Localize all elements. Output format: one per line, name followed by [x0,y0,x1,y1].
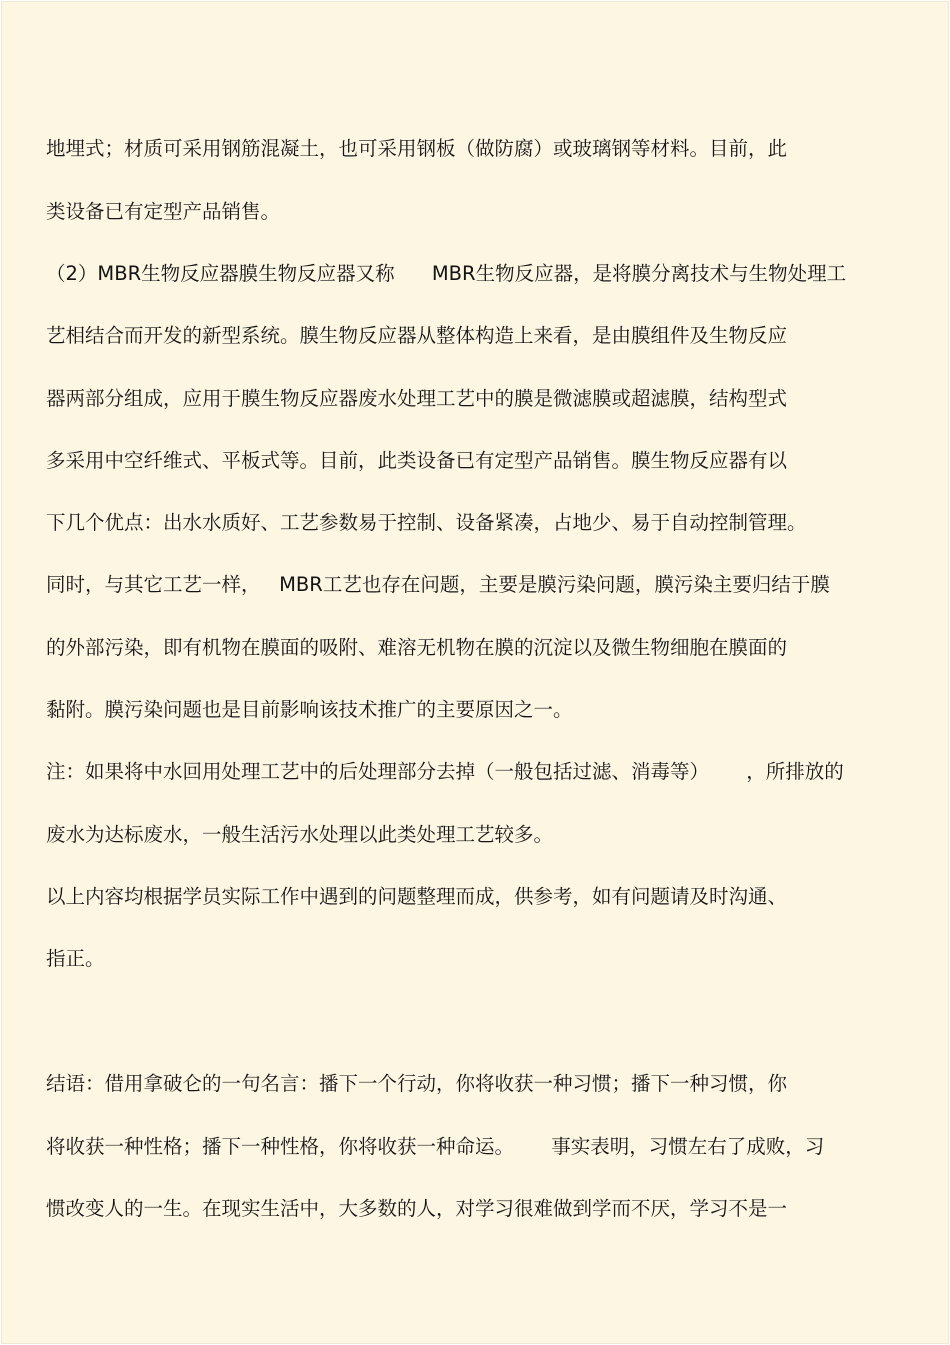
text-line: 注：如果将中水回用处理工艺中的后处理部分去掉（一般包括过滤、消毒等） ，所排放的 [46,760,844,783]
text-line: 废水为达标废水，一般生活污水处理以此类处理工艺较多。 [46,823,554,846]
text-line: 器两部分组成，应用于膜生物反应器废水处理工艺中的膜是微滤膜或超滤膜，结构型式 [46,387,788,410]
text-line: 结语：借用拿破仑的一句名言：播下一个行动，你将收获一种习惯；播下一种习惯，你 [46,1072,788,1095]
text-line: 将收获一种性格；播下一种性格，你将收获一种命运。 事实表明，习惯左右了成败，习 [46,1135,825,1158]
text-line: 地埋式；材质可采用钢筋混凝土，也可采用钢板（做防腐）或玻璃钢等材料。目前，此 [46,137,788,160]
text-line: 惯改变人的一生。在现实生活中，大多数的人，对学习很难做到学而不厌，学习不是一 [46,1197,788,1220]
text-line: 多采用中空纤维式、平板式等。目前，此类设备已有定型产品销售。膜生物反应器有以 [46,449,788,472]
text-line: 同时，与其它工艺一样， MBR工艺也存在问题，主要是膜污染问题，膜污染主要归结于膜 [46,573,830,596]
text-line: 黏附。膜污染问题也是目前影响该技术推广的主要原因之一。 [46,698,573,721]
document-page [2,2,948,1343]
text-line: 的外部污染，即有机物在膜面的吸附、难溶无机物在膜的沉淀以及微生物细胞在膜面的 [46,636,788,659]
text-line: 类设备已有定型产品销售。 [46,200,281,223]
text-line: 艺相结合而开发的新型系统。膜生物反应器从整体构造上来看，是由膜组件及生物反应 [46,324,788,347]
text-line: 指正。 [46,947,105,970]
text-line: 以上内容均根据学员实际工作中遇到的问题整理而成，供参考，如有问题请及时沟通、 [46,885,788,908]
text-line: （2）MBR生物反应器膜生物反应器又称 MBR生物反应器，是将膜分离技术与生物处理工 [46,262,847,285]
text-line: 下几个优点：出水水质好、工艺参数易于控制、设备紧凑，占地少、易于自动控制管理。 [46,511,807,534]
